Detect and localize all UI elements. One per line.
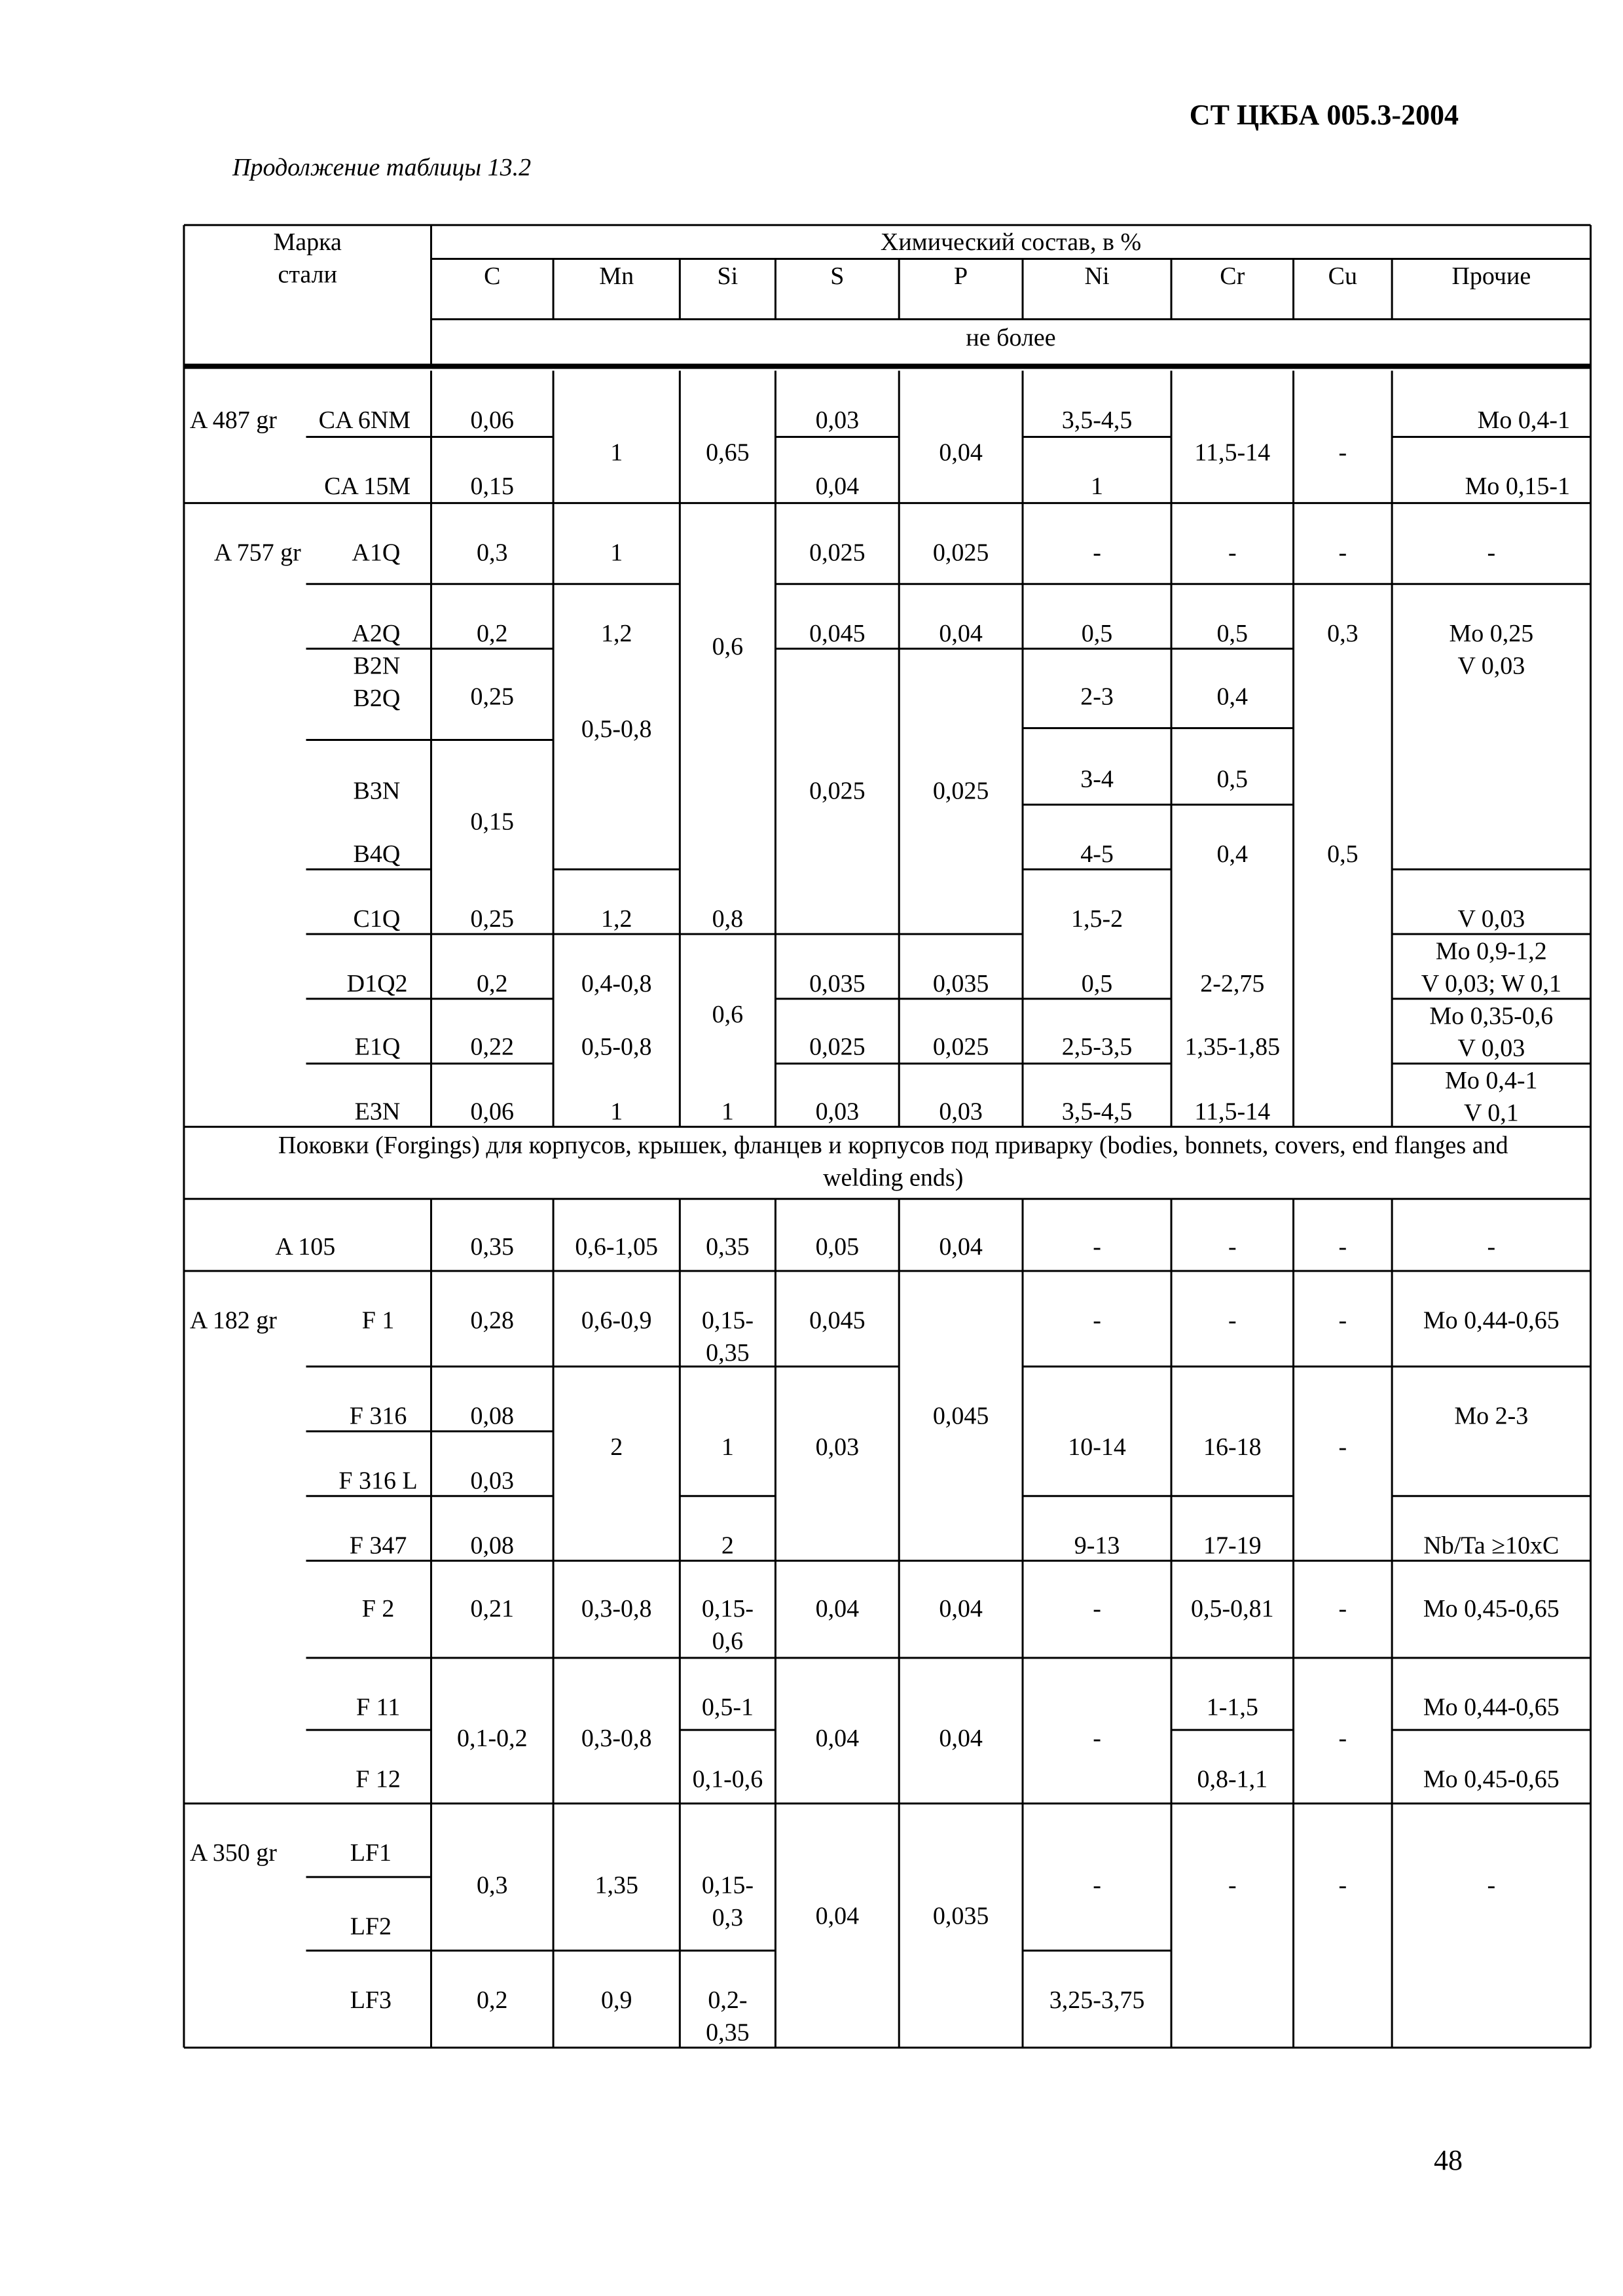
value-cell: 0,3: [1327, 619, 1359, 647]
value-cell: 0,3-0,8: [581, 1595, 652, 1623]
grade-name: A 487 gr: [189, 406, 277, 435]
header-composition: Химический состав, в %: [880, 228, 1142, 257]
grade-name: A 350 gr: [189, 1839, 277, 1867]
value-cell: -: [1093, 1724, 1101, 1752]
value-cell: 0,22: [470, 1033, 515, 1061]
value-cell: 0,035: [809, 969, 866, 997]
section-heading: Поковки (Forgings) для корпусов, крышек, фланцев и корпусов под приварку (bodies, bonnets, covers, end flanges and welding ends): [278, 1132, 1508, 1192]
value-cell: 0,03: [939, 1098, 983, 1126]
value-cell: 0,6-1,05: [575, 1233, 659, 1261]
value-cell: -: [1338, 1306, 1347, 1335]
value-cell: Mo 0,4-1: [1477, 406, 1571, 435]
grade-name: E1Q: [354, 1033, 401, 1061]
value-cell: -: [1487, 1871, 1496, 1899]
value-cell: 17-19: [1203, 1532, 1262, 1560]
value-cell: 0,4: [1216, 683, 1249, 711]
value-cell: 0,03: [470, 1467, 515, 1495]
value-cell: 1: [610, 1098, 623, 1126]
value-cell: 0,035: [932, 969, 989, 997]
value-cell: Mo 0,44-0,65: [1423, 1693, 1559, 1721]
column-header-p: P: [954, 262, 968, 290]
header-max-note: не более: [966, 324, 1056, 352]
value-cell: 0,5: [1216, 765, 1249, 793]
value-cell: 0,025: [932, 1033, 989, 1061]
value-cell: 11,5-14: [1194, 1098, 1271, 1126]
value-cell: -: [1338, 1433, 1347, 1461]
value-cell: 0,05: [815, 1233, 860, 1261]
value-cell: 2: [721, 1532, 734, 1560]
value-cell: -: [1228, 539, 1237, 567]
value-cell: 0,04: [815, 1902, 860, 1930]
value-cell: 0,04: [939, 439, 983, 467]
value-cell: 0,35: [470, 1233, 515, 1261]
value-cell: 10-14: [1068, 1433, 1126, 1461]
value-cell: -: [1487, 539, 1496, 567]
value-cell: Mo 0,44-0,65: [1423, 1306, 1559, 1335]
value-cell: -: [1093, 539, 1101, 567]
value-cell: 1-1,5: [1206, 1693, 1258, 1721]
value-cell: 0,4: [1216, 840, 1249, 869]
column-header-other: Прочие: [1451, 262, 1531, 290]
value-cell: 4-5: [1080, 840, 1114, 869]
value-cell: 0,3: [477, 539, 508, 567]
value-cell: 0,045: [932, 1402, 989, 1430]
value-cell: 0,15: [470, 473, 515, 501]
value-cell: -: [1093, 1306, 1101, 1335]
value-cell: 0,5: [1327, 840, 1359, 869]
value-cell: 0,04: [939, 1724, 983, 1752]
value-cell: V 0,03: [1457, 905, 1525, 933]
column-header-c: C: [484, 262, 501, 290]
value-cell: 0,5-0,81: [1190, 1595, 1274, 1623]
value-cell: 2-2,75: [1200, 969, 1265, 997]
value-cell: 0,21: [470, 1595, 515, 1623]
value-cell: 0,8-1,1: [1197, 1765, 1268, 1793]
header-grade: Марка стали: [273, 228, 342, 289]
value-cell: 0,4-0,8: [581, 969, 652, 997]
value-cell: 0,8: [712, 905, 744, 933]
column-header-ni: Ni: [1084, 262, 1110, 290]
column-header-cu: Cu: [1328, 262, 1358, 290]
value-cell: 0,2-0,35: [706, 1986, 750, 2047]
value-cell: 0,08: [470, 1532, 515, 1560]
page-number: 48: [1434, 2144, 1463, 2176]
value-cell: 0,15-0,35: [701, 1306, 754, 1367]
value-cell: 0,5: [1081, 619, 1113, 647]
value-cell: Mo 0,45-0,65: [1423, 1595, 1559, 1623]
value-cell: 0,03: [815, 1433, 860, 1461]
value-cell: 0,06: [470, 1098, 515, 1126]
value-cell: 0,25: [470, 905, 515, 933]
grade-name: B2N B2Q: [353, 652, 401, 712]
value-cell: 9-13: [1074, 1532, 1120, 1560]
column-header-si: Si: [717, 262, 739, 290]
value-cell: Mo 0,4-1 V 0,1: [1445, 1067, 1538, 1127]
grade-name: A 757 gr: [213, 539, 301, 567]
value-cell: 0,045: [809, 1306, 866, 1335]
grade-name: LF1: [350, 1839, 392, 1867]
value-cell: 0,9: [600, 1986, 632, 2014]
grade-name: B3N: [353, 777, 401, 805]
value-cell: 0,5-0,8: [581, 1033, 652, 1061]
grade-name: D1Q2: [346, 969, 408, 997]
column-header-cr: Cr: [1220, 262, 1245, 290]
value-cell: -: [1093, 1233, 1101, 1261]
value-cell: -: [1338, 539, 1347, 567]
grade-name: F 2: [361, 1595, 395, 1623]
grade-name: E3N: [354, 1098, 401, 1126]
value-cell: 2,5-3,5: [1061, 1033, 1133, 1061]
value-cell: Mo 2-3: [1454, 1402, 1529, 1430]
value-cell: 0,2: [477, 1986, 508, 2014]
column-header-mn: Mn: [599, 262, 634, 290]
grade-name: A 182 gr: [189, 1306, 277, 1335]
value-cell: 0,025: [932, 777, 989, 805]
value-cell: -: [1228, 1871, 1237, 1899]
value-cell: 0,3-0,8: [581, 1724, 652, 1752]
table-text: [190, 228, 1570, 2046]
value-cell: 16-18: [1203, 1433, 1262, 1461]
value-cell: 0,04: [939, 619, 983, 647]
value-cell: 0,045: [809, 619, 866, 647]
value-cell: 3,5-4,5: [1061, 1098, 1133, 1126]
grade-name: LF3: [350, 1986, 392, 2014]
value-cell: -: [1093, 1871, 1101, 1899]
grade-name: A1Q: [352, 539, 401, 567]
value-cell: Mo 0,25 V 0,03: [1449, 619, 1534, 680]
value-cell: 0,03: [815, 1098, 860, 1126]
value-cell: 1: [721, 1433, 734, 1461]
value-cell: 3-4: [1080, 765, 1114, 793]
value-cell: 0,025: [809, 539, 866, 567]
value-cell: 0,25: [470, 683, 515, 711]
value-cell: -: [1338, 1233, 1347, 1261]
grade-name: F 347: [349, 1532, 407, 1560]
value-cell: 0,15: [470, 808, 515, 836]
grade-name: F 11: [356, 1693, 401, 1721]
value-cell: 0,06: [470, 406, 515, 435]
grade-name: A 105: [275, 1233, 336, 1261]
value-cell: Mo 0,15-1: [1465, 473, 1571, 501]
value-cell: -: [1093, 1595, 1101, 1623]
grade-name: F 12: [356, 1765, 401, 1793]
value-cell: 0,35: [706, 1233, 750, 1261]
value-cell: 1,2: [600, 619, 632, 647]
value-cell: -: [1228, 1233, 1237, 1261]
value-cell: 0,04: [815, 1595, 860, 1623]
value-cell: 0,08: [470, 1402, 515, 1430]
value-cell: 1: [721, 1098, 734, 1126]
value-cell: 2-3: [1080, 683, 1114, 711]
value-cell: 1: [610, 539, 623, 567]
value-cell: 0,6: [712, 1001, 744, 1029]
grade-name: F 316: [349, 1402, 407, 1430]
value-cell: 1: [610, 439, 623, 467]
value-cell: 0,2: [477, 619, 508, 647]
value-cell: -: [1338, 1724, 1347, 1752]
value-cell: 0,04: [815, 473, 860, 501]
value-cell: -: [1338, 1595, 1347, 1623]
value-cell: -: [1228, 1306, 1237, 1335]
column-header-s: S: [830, 262, 845, 290]
value-cell: 0,65: [706, 439, 750, 467]
value-cell: 1,35-1,85: [1184, 1033, 1281, 1061]
value-cell: 1: [1091, 473, 1104, 501]
value-cell: 0,04: [939, 1233, 983, 1261]
value-cell: 0,5: [1081, 969, 1113, 997]
value-cell: 0,5-1: [701, 1693, 754, 1721]
value-cell: 0,04: [939, 1595, 983, 1623]
grade-name: B4Q: [353, 840, 401, 869]
value-cell: Mo 0,45-0,65: [1423, 1765, 1559, 1793]
grade-name: C1Q: [353, 905, 401, 933]
value-cell: 0,6-0,9: [581, 1306, 652, 1335]
value-cell: 2: [610, 1433, 623, 1461]
grade-name: CA 6NM: [318, 406, 411, 435]
value-cell: Mo 0,9-1,2 V 0,03; W 0,1: [1421, 937, 1562, 997]
value-cell: 0,1-0,6: [692, 1765, 763, 1793]
value-cell: 0,1-0,2: [456, 1724, 528, 1752]
value-cell: -: [1338, 1871, 1347, 1899]
value-cell: Nb/Ta ≥10xC: [1423, 1532, 1559, 1560]
value-cell: 0,6: [712, 633, 744, 661]
document-code: СТ ЦКБА 005.3-2004: [1189, 99, 1459, 131]
value-cell: 3,25-3,75: [1049, 1986, 1145, 2014]
table-caption: Продолжение таблицы 13.2: [232, 154, 532, 181]
value-cell: -: [1487, 1233, 1496, 1261]
grade-name: CA 15M: [324, 473, 411, 501]
value-cell: 0,28: [470, 1306, 515, 1335]
value-cell: 0,025: [932, 539, 989, 567]
value-cell: 0,15-0,6: [701, 1595, 754, 1655]
value-cell: 0,5-0,8: [581, 715, 652, 744]
value-cell: 0,04: [815, 1724, 860, 1752]
value-cell: 1,35: [594, 1871, 638, 1899]
value-cell: Mo 0,35-0,6 V 0,03: [1429, 1002, 1554, 1062]
grade-name: A2Q: [352, 619, 401, 647]
value-cell: 1,2: [600, 905, 632, 933]
value-cell: 0,2: [477, 969, 508, 997]
value-cell: 0,03: [815, 406, 860, 435]
value-cell: 0,15-0,3: [701, 1871, 754, 1931]
value-cell: -: [1338, 439, 1347, 467]
grade-name: F 316 L: [338, 1467, 418, 1495]
value-cell: 0,025: [809, 777, 866, 805]
value-cell: 1,5-2: [1070, 905, 1123, 933]
grade-name: F 1: [361, 1306, 395, 1335]
grade-name: LF2: [350, 1912, 392, 1941]
value-cell: 3,5-4,5: [1061, 406, 1133, 435]
value-cell: 0,025: [809, 1033, 866, 1061]
value-cell: 0,035: [932, 1902, 989, 1930]
value-cell: 11,5-14: [1194, 439, 1271, 467]
value-cell: 0,3: [477, 1871, 508, 1899]
value-cell: 0,5: [1216, 619, 1249, 647]
